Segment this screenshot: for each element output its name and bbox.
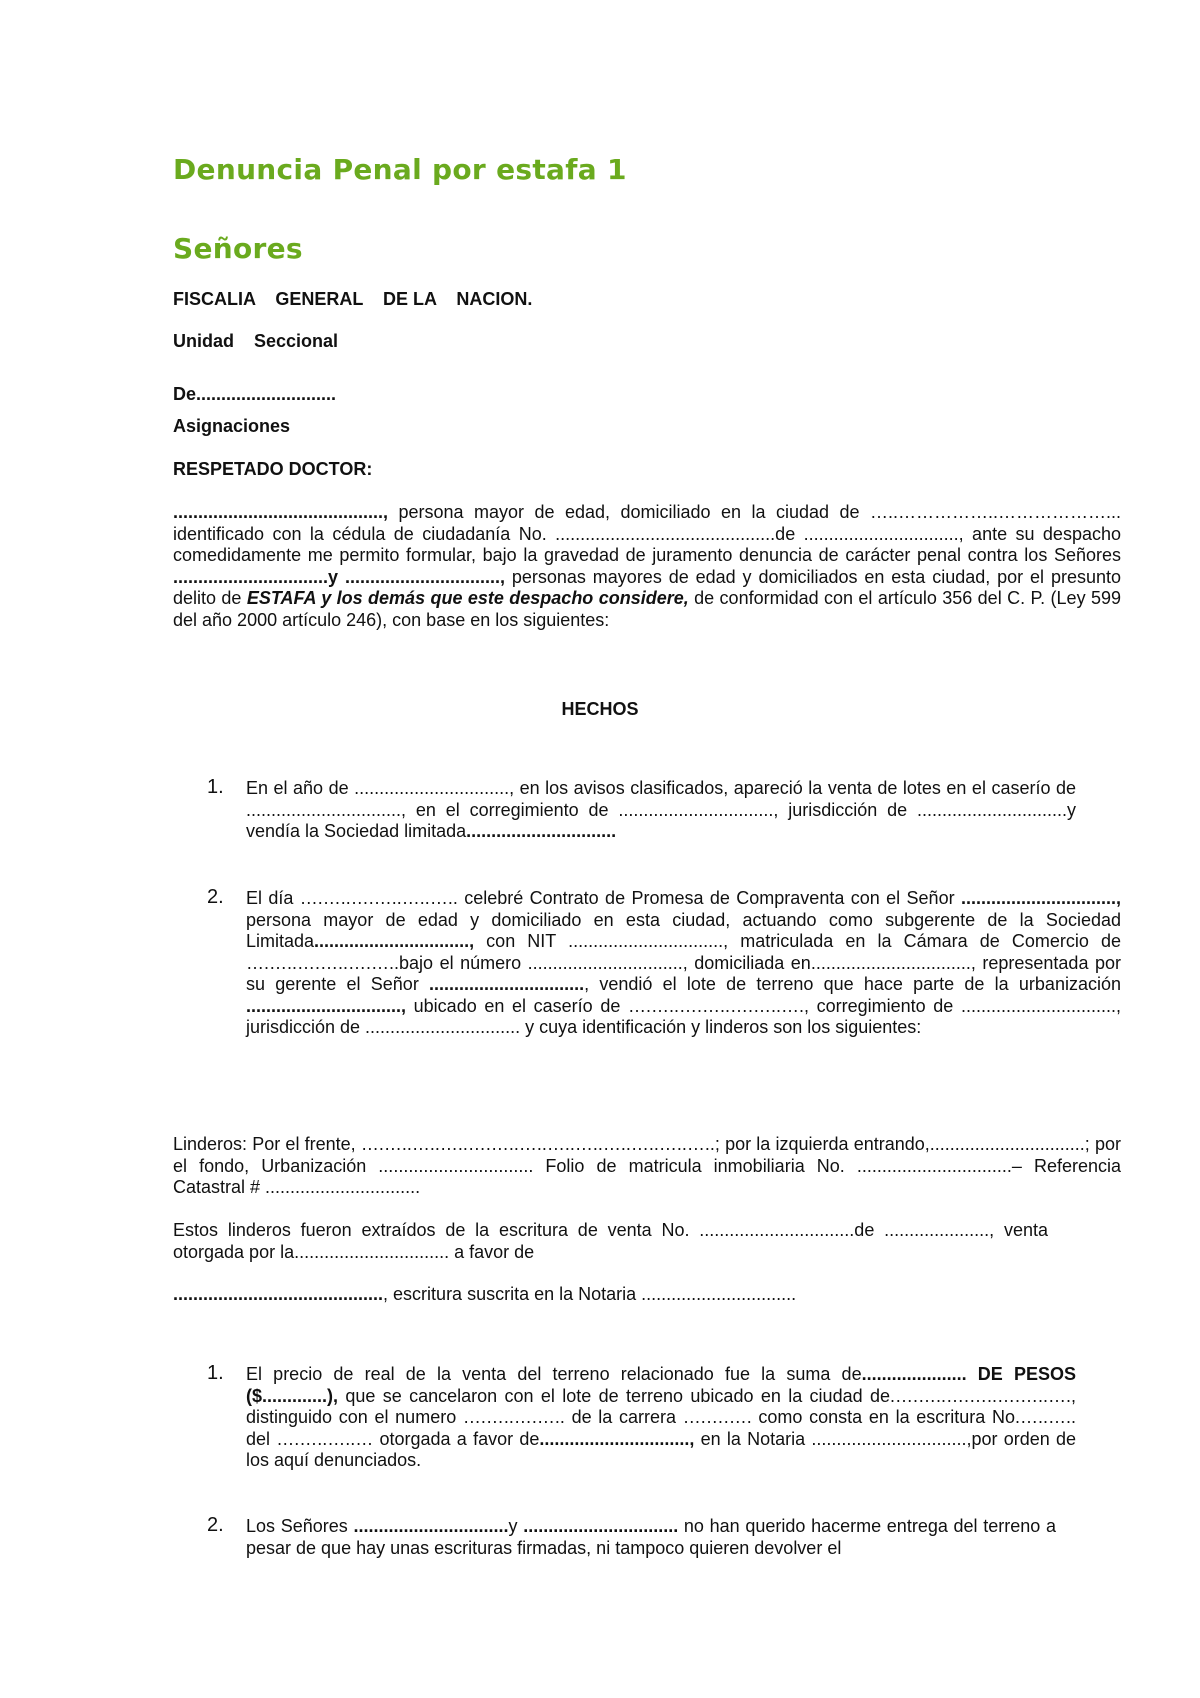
estafa-emphasis: ESTAFA y los demás que este despacho considere, xyxy=(246,588,689,608)
item-2-text-4: , vendió el lote de terreno que hace parte de la urbanización xyxy=(584,974,1121,994)
item-3-bold-2: .............................., xyxy=(539,1428,695,1449)
complainant-name-blank: .........................................., xyxy=(173,502,389,522)
item-2-text-1: El día ….…..….…..…..….. celebré Contrato de Promesa de Compraventa con el Señor xyxy=(246,888,961,908)
item-4-bold-2: ............................... xyxy=(523,1516,679,1536)
item-2-text xyxy=(246,888,1121,1039)
item-2-bold-2: ..............................., xyxy=(314,931,475,951)
escritura-rest: , escritura suscrita en la Notaria ............................... xyxy=(383,1284,797,1304)
intro-y: y xyxy=(328,566,345,587)
respetado-line: RESPETADO DOCTOR: xyxy=(173,459,373,479)
intro-text-3: de conformidad con el artículo 356 del C. P. (Ley 599 del año 2000 artículo 246), con base en los siguientes: xyxy=(173,588,1121,630)
escritura-paragraph xyxy=(173,1284,1121,1306)
item-2-text-2: persona mayor de edad y domiciliado en esta ciudad, actuando como subgerente de la Sociedad Limitada xyxy=(246,909,1121,951)
item-3-text-2: que se cancelaron con el lote de terreno ubicado en la ciudad de.….…..….…..….…..…., distinguido con el numero ….…..….….. de la carrera ….….…. como consta en la escritura No.…..….. del ….…..…..… otorgada a favor de xyxy=(246,1385,1076,1449)
intro-text-2: personas mayores de edad y domiciliados en esta ciudad, por el presunto delito de xyxy=(173,566,1121,608)
unidad-line: Unidad Seccional xyxy=(173,331,339,351)
accused-b-blank: ..............................., xyxy=(344,566,505,587)
item-2-text-5: ubicado en el caserío de ….…..….…..….…..…., corregimiento de ..............................., jurisdicción de ............................... y cuya identificación y linderos son los siguientes: xyxy=(246,995,1121,1037)
document-title: Denuncia Penal por estafa 1 xyxy=(173,153,627,186)
item-1-text xyxy=(246,778,1076,843)
item-3-bold-1: ..................... DE PESOS ($.............), xyxy=(246,1364,1076,1406)
item-2-number: 2. xyxy=(207,886,224,908)
intro-paragraph xyxy=(173,502,1121,631)
item-3-text-3: en la Notaria ...............................,por orden de los aquí denunciados. xyxy=(246,1428,1077,1470)
item-2-bold-4: ..............................., xyxy=(246,995,407,1016)
asignaciones-line: Asignaciones xyxy=(173,416,291,436)
hechos-heading: HECHOS xyxy=(561,699,639,719)
fiscalia-line: FISCALIA GENERAL DE LA NACION. xyxy=(173,289,533,309)
item-1-number: 1. xyxy=(207,776,224,798)
item-1-bold-blank: .............................. xyxy=(466,821,617,841)
item-4-text xyxy=(246,1516,1056,1559)
item-4-bold-1: ............................... xyxy=(353,1516,509,1536)
item-4-y: y xyxy=(508,1516,524,1536)
item-2-text-3: con NIT ..............................., matriculada en la Cámara de Comercio de ….…..….…..….…..bajo el número ..............................., domiciliada en................................, representada por su gerente el Señor xyxy=(246,931,1121,994)
escritura-bold-blank: .......................................... xyxy=(173,1284,384,1304)
item-3-number: 1. xyxy=(207,1362,224,1384)
item-2-bold-3: ............................... xyxy=(429,974,585,994)
item-3-text-1: El precio de real de la venta del terreno relacionado fue la suma de xyxy=(246,1364,862,1384)
de-line: De............................ xyxy=(173,384,337,404)
item-3-text xyxy=(246,1364,1076,1472)
intro-text-1: persona mayor de edad, domiciliado en la ciudad de …..……………..………………... identificado con la cédula de ciudadanía No. ............................................de ..............................., ante su despacho comedidamente me permito formular, bajo la gravedad de juramento denuncia de carácter penal contra los Señores xyxy=(173,502,1121,565)
item-4-text-1: Los Señores xyxy=(246,1516,354,1536)
item-1-body: En el año de ..............................., en los avisos clasificados, apareció la venta de lotes en el caserío de ..............................., en el corregimiento de ..............................., jurisdicción de ..............................y vendía la Sociedad limitada xyxy=(246,778,1076,841)
linderos-paragraph: Linderos: Por el frente, ….…..…..…..….…..…..…..…..…..…..…..…..; por la izquierda entrando,...............................; por el fondo, Urbanización ............................... Folio de matricula inmobiliaria No. ...............................– Referencia Catastral # ............................... xyxy=(173,1134,1121,1197)
accused-a-blank: ............................... xyxy=(173,566,329,587)
salutation-heading: Señores xyxy=(173,232,303,265)
item-2-bold-1: ..............................., xyxy=(960,888,1121,908)
extraidos-paragraph: Estos linderos fueron extraídos de la escritura de venta No. ...............................de ....................., venta otorgada por la............................... a favor de xyxy=(173,1220,1048,1262)
item-4-number: 2. xyxy=(207,1514,224,1536)
item-4-text-2: no han querido hacerme entrega del terreno a pesar de que hay unas escrituras firmadas, ni tampoco quieren devolver el xyxy=(246,1516,1056,1558)
